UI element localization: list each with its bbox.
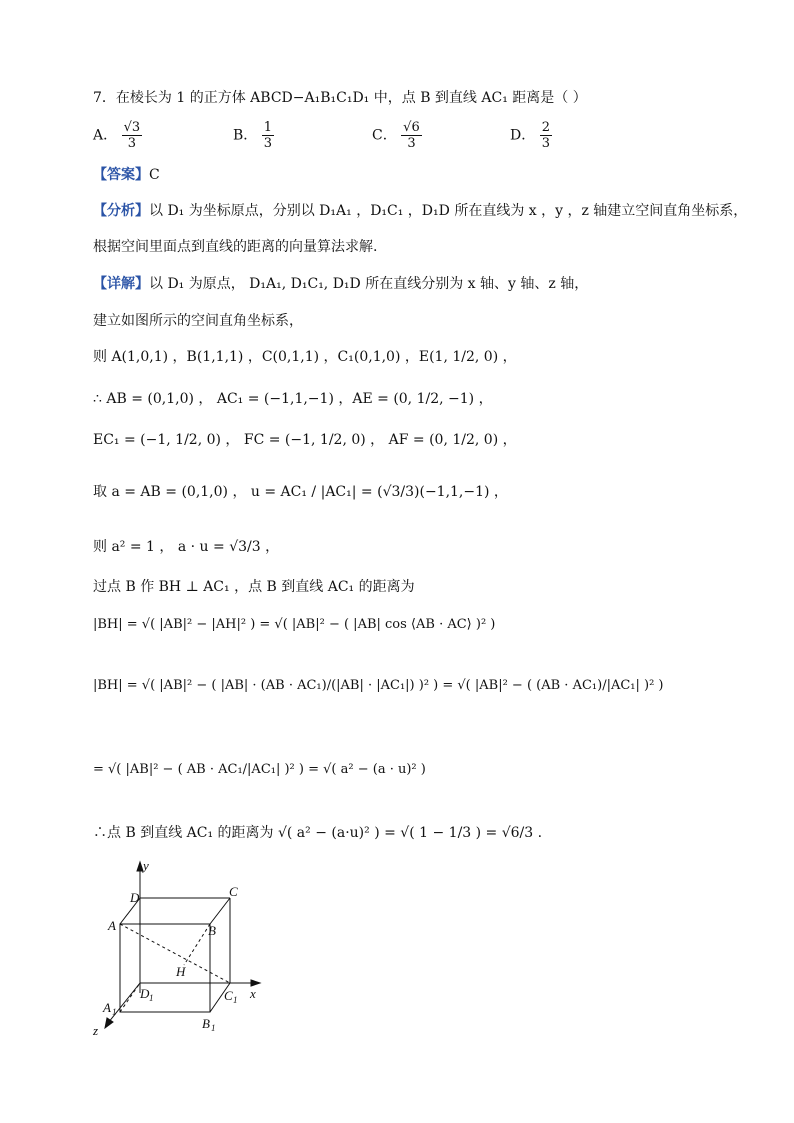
option-fraction [540, 120, 552, 151]
denominator: 3 [127, 136, 136, 151]
formula-2: |BH| = √( |AB|² − ( |AB| · (AB · AC₁)/(|AB| · |AC₁|) )² ) = √( |AB|² − ( (AB · AC₁)/|AC₁| )² ) [93, 678, 664, 693]
detail-then: 则 a² = 1 ， a · u = √3/3 ， [93, 539, 280, 555]
z-axis-arrow [105, 1018, 113, 1028]
label-D: D [130, 890, 140, 905]
answer-text: C [149, 167, 160, 183]
detail-line-1 [93, 274, 588, 294]
z-axis [108, 983, 140, 1023]
option-b [233, 120, 274, 151]
formula-3: = √( |AB|² − ( AB · AC₁/|AC₁| )² ) = √( a² − (a · u)² ) [93, 762, 426, 777]
numerator: 1 [263, 120, 273, 135]
analysis-tag: 【分析】 [93, 203, 149, 219]
edge-B-C [210, 898, 230, 924]
option-fraction [262, 120, 274, 151]
question-text: 在棱长为 1 的正方体 ABCD−A₁B₁C₁D₁ 中，点 B 到直线 AC₁ 距离是（ ） [115, 90, 587, 106]
cube-figure [88, 858, 278, 1043]
label-D1-subscript: 1 [149, 993, 154, 1003]
answer-line [93, 165, 160, 185]
detail-text: 以 D₁ 为原点， D₁A₁, D₁C₁, D₁D 所在直线分别为 x 轴、y 轴、z 轴， [149, 276, 589, 292]
option-d [510, 120, 552, 151]
label-B1-subscript: 1 [211, 1023, 216, 1033]
analysis-text: 以 D₁ 为坐标原点，分别以 D₁A₁ ，D₁C₁ ，D₁D 所在直线为 x ，y ，z 轴建立空间直角坐标系， [149, 203, 748, 219]
analysis-line-2: 根据空间里面点到直线的距离的向量算法求解. [93, 239, 378, 255]
label-y: y [143, 858, 149, 873]
detail-line-2: 建立如图所示的空间直角坐标系， [93, 313, 303, 329]
option-fraction [122, 120, 143, 151]
label-x: x [250, 986, 256, 1001]
denominator: 3 [263, 136, 273, 151]
label-C1: C [224, 988, 233, 1003]
detail-vectors-2: EC₁ = (−1, 1/2, 0) ， FC = (−1, 1/2, 0) ， AF = (0, 1/2, 0) ， [93, 432, 517, 448]
detail-take: 取 a = AB = (0,1,0) ， u = AC₁ / |AC₁| = (√3/3)(−1,1,−1) ， [93, 484, 508, 500]
label-A1: A [103, 1000, 111, 1015]
option-fraction [401, 120, 422, 151]
numerator: √3 [123, 120, 141, 135]
label-B: B [208, 923, 216, 938]
front-face [120, 924, 210, 1012]
numerator: 2 [541, 120, 550, 135]
denominator: 3 [407, 136, 416, 151]
option-label: A． [93, 127, 118, 144]
denominator: 3 [541, 136, 550, 151]
label-C: C [229, 884, 238, 899]
question-number: 7． [93, 90, 116, 106]
label-B1: B [202, 1016, 210, 1031]
answer-tag: 【答案】 [93, 167, 149, 183]
option-a [93, 120, 142, 151]
label-H: H [176, 964, 186, 979]
question-stem [93, 88, 587, 108]
detail-tag: 【详解】 [93, 276, 149, 292]
option-label: D． [510, 127, 536, 144]
option-label: B． [233, 127, 258, 144]
option-label: C． [372, 127, 397, 144]
detail-vectors-1: ∴ AB = (0,1,0) ， AC₁ = (−1,1,−1) ，AE = (0, 1/2, −1) ， [93, 391, 493, 407]
detail-through: 过点 B 作 BH ⊥ AC₁ ，点 B 到直线 AC₁ 的距离为 [93, 579, 415, 595]
detail-coordinates: 则 A(1,0,1) ，B(1,1,1) ，C(0,1,1) ，C₁(0,1,0) ，E(1, 1/2, 0) ， [93, 349, 517, 365]
label-A1-subscript: 1 [112, 1007, 117, 1017]
numerator: √6 [403, 120, 420, 135]
label-z: z [93, 1023, 99, 1038]
label-A: A [108, 918, 116, 933]
formula-1: |BH| = √( |AB|² − |AH|² ) = √( |AB|² − ( |AB| cos ⟨AB · AC⟩ )² ) [93, 617, 496, 632]
option-c [372, 120, 422, 151]
label-C1-subscript: 1 [233, 995, 238, 1005]
analysis-line-1 [93, 201, 747, 221]
detail-conclusion: ∴点 B 到直线 AC₁ 的距离为 √( a² − (a·u)² ) = √( 1 − 1/3 ) = √6/3 . [93, 825, 543, 841]
segment-B-H [184, 924, 210, 965]
label-D1: D [140, 986, 150, 1001]
